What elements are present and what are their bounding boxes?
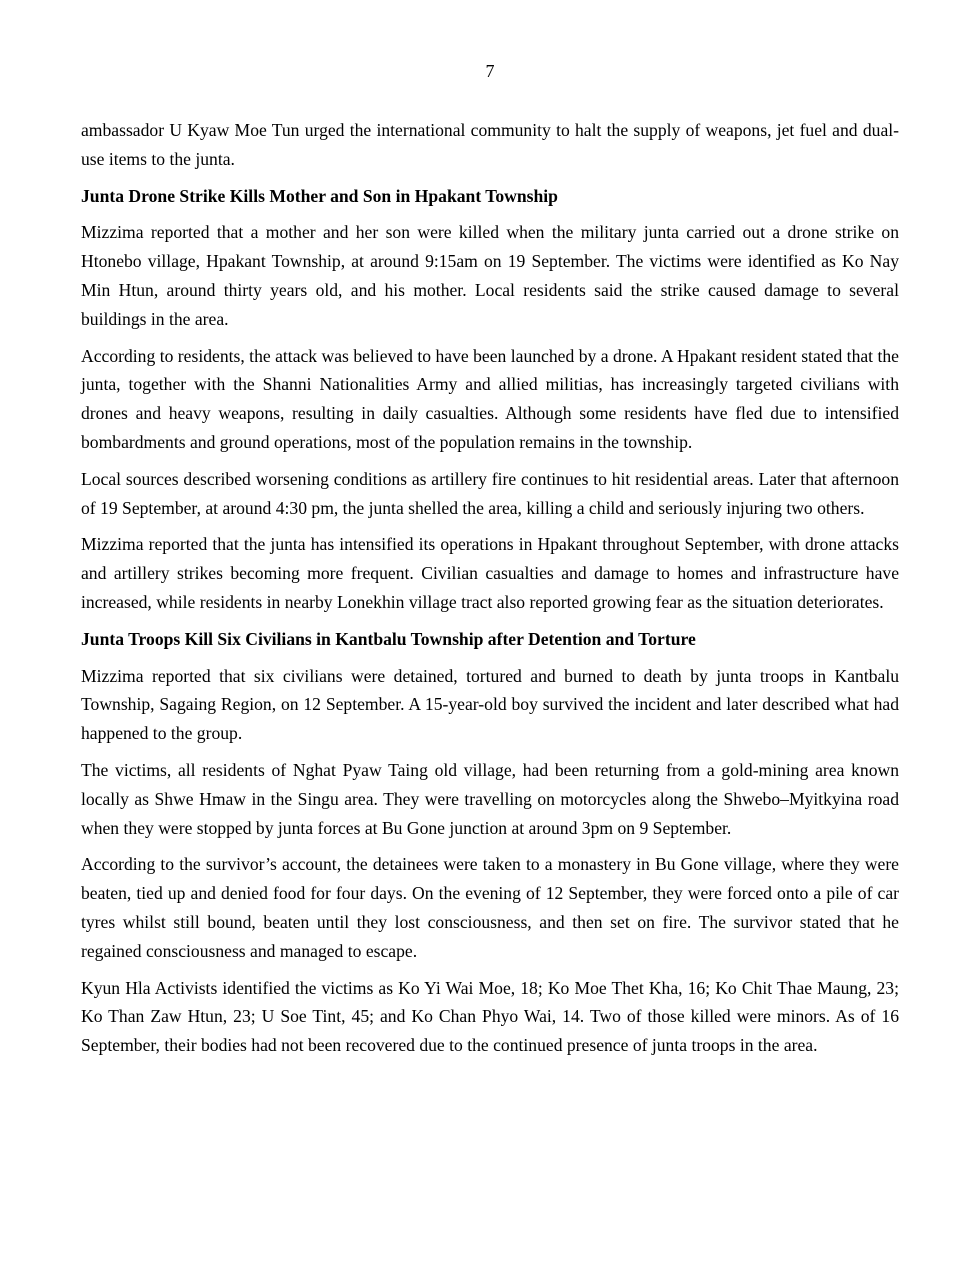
paragraph: Mizzima reported that the junta has intensified its operations in Hpakant throughout September, with drone attacks and artillery strikes becoming more frequent. Civilian casualties and damage to homes and infrastructure have increased, while residents in nearby Lonekhin village tract also reported growing fear as the situation deteriorates.: [81, 534, 899, 612]
paragraph: Kyun Hla Activists identified the victims as Ko Yi Wai Moe, 18; Ko Moe Thet Kha, 16; Ko Chit Thae Maung, 23; Ko Than Zaw Htun, 23; U Soe Tint, 45; and Ko Chan Phyo Wai, 14. Two of those killed were minors. As of 16 September, their bodies had not been recovered due to the continued presence of junta troops in the area.: [81, 977, 899, 1056]
paragraph: The victims, all residents of Nghat Pyaw Taing old village, had been returning from a gold-mining area known locally as Shwe Hmaw in the Singu area. They were travelling on motorcycles along the Shwebo–Myitkyina road when they were stopped by junta forces at Bu Gone junction at around 3pm on 9 September.: [81, 759, 899, 838]
page-number: 7: [485, 61, 495, 81]
section-heading: Junta Drone Strike Kills Mother and Son in Hpakant Township: [81, 185, 558, 206]
document-body: [81, 116, 899, 1068]
paragraph: Mizzima reported that a mother and her son were killed when the military junta carried out a drone strike on Htonebo village, Hpakant Township, at around 9:15am on 19 September. The victims were identified as Ko Nay Min Htun, around thirty years old, and his mother. Local residents said the strike caused damage to several buildings in the area.: [81, 222, 899, 329]
section-heading: Junta Troops Kill Six Civilians in Kantbalu Township after Detention and Torture: [81, 628, 696, 649]
paragraph: Local sources described worsening conditions as artillery fire continues to hit residential areas. Later that afternoon of 19 September, at around 4:30 pm, the junta shelled the area, killing a child and seriously injuring two others.: [81, 468, 899, 518]
paragraph: Mizzima reported that six civilians were detained, tortured and burned to death by junta troops in Kantbalu Township, Sagaing Region, on 12 September. A 15-year-old boy survived the incident and later described what had happened to the group.: [81, 665, 899, 744]
paragraph: According to residents, the attack was believed to have been launched by a drone. A Hpakant resident stated that the junta, together with the Shanni Nationalities Army and allied militias, has increasingly targeted civilians with drones and heavy weapons, resulting in daily casualties. Although some residents have fled due to intensified bombardments and ground operations, most of the population remains in the township.: [81, 345, 899, 452]
paragraph: ambassador U Kyaw Moe Tun urged the international community to halt the supply of weapons, jet fuel and dual-use items to the junta.: [81, 120, 899, 169]
paragraph: According to the survivor’s account, the detainees were taken to a monastery in Bu Gone village, where they were beaten, tied up and denied food for four days. On the evening of 12 September, they were forced onto a pile of car tyres whilst still bound, beaten until they lost consciousness, and then set on fire. The survivor stated that he regained consciousness and managed to escape.: [81, 854, 899, 961]
